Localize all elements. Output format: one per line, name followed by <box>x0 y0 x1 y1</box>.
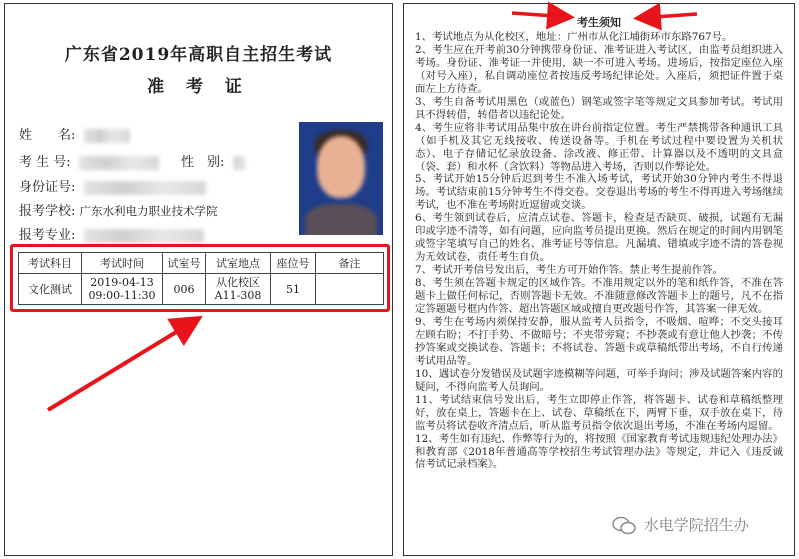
gender-value-redacted <box>233 156 245 170</box>
cell-room: 006 <box>163 274 206 305</box>
cell-remark <box>316 274 384 305</box>
exam-info-table <box>18 252 384 305</box>
header-subject: 考试科目 <box>19 253 82 274</box>
major-label: 报考专业: <box>19 228 76 243</box>
rule-item: 4、考生应将非考试用品集中放在讲台前指定位置。考生严禁携带各种通讯工具（如手机及其它无线接收、传送设备等。手机在考试过程中要设置为关机状态）、电子存储记忆录放设备、涂改液、修正带、计算器以及不透明的文具盒（袋、套）和水杯（含饮料）等物品进入考场，否则以作弊论处。 <box>415 121 783 173</box>
rule-item: 10、遇试卷分发错误及试题字迹模糊等问题，可举手询问；涉及试题答案内容的疑问，不得向监考人员询问。 <box>415 367 783 393</box>
header-time: 考试时间 <box>82 253 163 274</box>
name-value-redacted <box>84 129 130 143</box>
cell-location-room: A11-308 <box>214 289 262 302</box>
header-remark: 备注 <box>316 253 384 274</box>
rule-item: 8、考生须在答题卡规定的区域作答。不准用规定以外的笔和纸作答，不准在答题卡上做任何标记，否则答题卡无效。不准随意修改答题卡上的题号，凡不在指定答题题号框内作答、超出答题区域或擅自更改题号作答，其答案一律无效。 <box>415 277 783 316</box>
notice-card <box>403 3 795 556</box>
exam-number-label: 考 生 号: <box>19 155 71 170</box>
notice-title: 考生须知 <box>577 16 621 29</box>
ticket-title: 广东省2019年高职自主招生考试 <box>64 45 333 65</box>
cell-time <box>82 274 163 305</box>
major-value-redacted <box>84 229 204 243</box>
header-seat: 座位号 <box>271 253 316 274</box>
rule-item: 9、考生在考场内须保持安静，服从监考人员指令，不吸烟、喧哗；不交头接耳左顾右盼；不打手势、不做暗号；不夹带旁窥；不抄袭或有意让他人抄袭；不传抄答案或交换试卷、答题卡；不将试卷、答题卡或草稿纸带出考场，不自行传递考试用品等。 <box>415 315 783 367</box>
cell-location-campus: 从化校区 <box>216 276 260 289</box>
exam-number-value-redacted <box>79 156 159 170</box>
table-header-row <box>19 253 384 274</box>
notice-rules <box>415 31 783 471</box>
id-value-redacted <box>84 181 206 195</box>
header-location: 试室地点 <box>206 253 271 274</box>
rule-item: 3、考生自备考试用黑色（或蓝色）钢笔或签字笔等规定文具参加考试。考试用具不得转借，转借者以违纪论处。 <box>415 95 783 121</box>
rule-item: 11、考试结束信号发出后，考生立即停止作答，将答题卡、试卷和草稿纸整理好，放在桌上，答题卡在上、试卷、草稿纸在下，两臂下垂，双手放在桌下，待监考员将试卷收齐清点后，听从监考员指令依次退出考场，不准在考场内逗留。 <box>415 393 783 432</box>
school-value: 广东水利电力职业技术学院 <box>79 204 218 218</box>
cell-location <box>206 274 271 305</box>
cell-time-date: 2019-04-13 <box>90 276 154 289</box>
watermark-text: 水电学院招生办 <box>643 516 749 534</box>
id-label: 身份证号: <box>19 180 76 195</box>
rule-item: 1、考试地点为从化校区，地址：广州市从化江埔街环市东路767号。 <box>415 31 733 43</box>
cell-time-range: 09:00-11:30 <box>88 289 156 302</box>
cell-subject: 文化测试 <box>19 274 82 305</box>
gender-field <box>181 151 245 170</box>
gender-label: 性 别: <box>181 155 225 170</box>
candidate-photo <box>299 122 383 235</box>
school-field <box>19 200 218 219</box>
wechat-logo-icon <box>612 516 636 536</box>
rule-item: 12、考生如有违纪、作弊等行为的，将按照《国家教育考试违规违纪处理办法》和教育部《2018年普通高等学校招生考试管理办法》等规定，并记入《违反诚信考试记录档案》。 <box>415 432 783 471</box>
major-field <box>19 224 204 243</box>
name-label: 姓 名: <box>19 128 76 143</box>
school-label: 报考学校: <box>19 204 76 219</box>
rule-item: 2、考生应在开考前30分钟携带身份证、准考证进入考试区，由监考员组织进入考场。身份证、准考证一并使用，缺一不可进入考场。进场后，按指定座位入座（对号入座），私自调动座位者按违反考场纪律论处。入座后，须把证件置于桌面左上方待查。 <box>415 43 783 95</box>
id-field <box>19 176 206 195</box>
rule-item: 7、考试开考信号发出后，考生方可开始作答。禁止考生提前作答。 <box>415 264 723 277</box>
exam-number-field <box>19 151 159 170</box>
table-row <box>19 274 384 305</box>
watermark <box>612 514 749 536</box>
rule-item: 6、考生领到试卷后，应清点试卷、答题卡，检查是否缺页、破损，试题有无漏印或字迹不清等，如有问题，应向监考员提出更换。然后在规定的时间内用钢笔或签字笔填写自己的姓名、准考证号等信息。凡漏填、错填或字迹不清的答卷视为无效试卷，责任考生自负。 <box>415 212 783 264</box>
header-room: 试室号 <box>163 253 206 274</box>
name-field <box>19 124 130 143</box>
admission-ticket-card <box>4 3 393 556</box>
rule-item: 5、考试开始15分钟后迟到考生不准入场考试，考试开始30分钟内考生不得退场。考试结束前15分钟考生不得交卷。交卷退出考场的考生不得再进入考场继续考试，也不准在考场附近逗留或交谈。 <box>415 173 783 212</box>
cell-seat: 51 <box>271 274 316 305</box>
ticket-subtitle: 准 考 证 <box>147 77 250 97</box>
